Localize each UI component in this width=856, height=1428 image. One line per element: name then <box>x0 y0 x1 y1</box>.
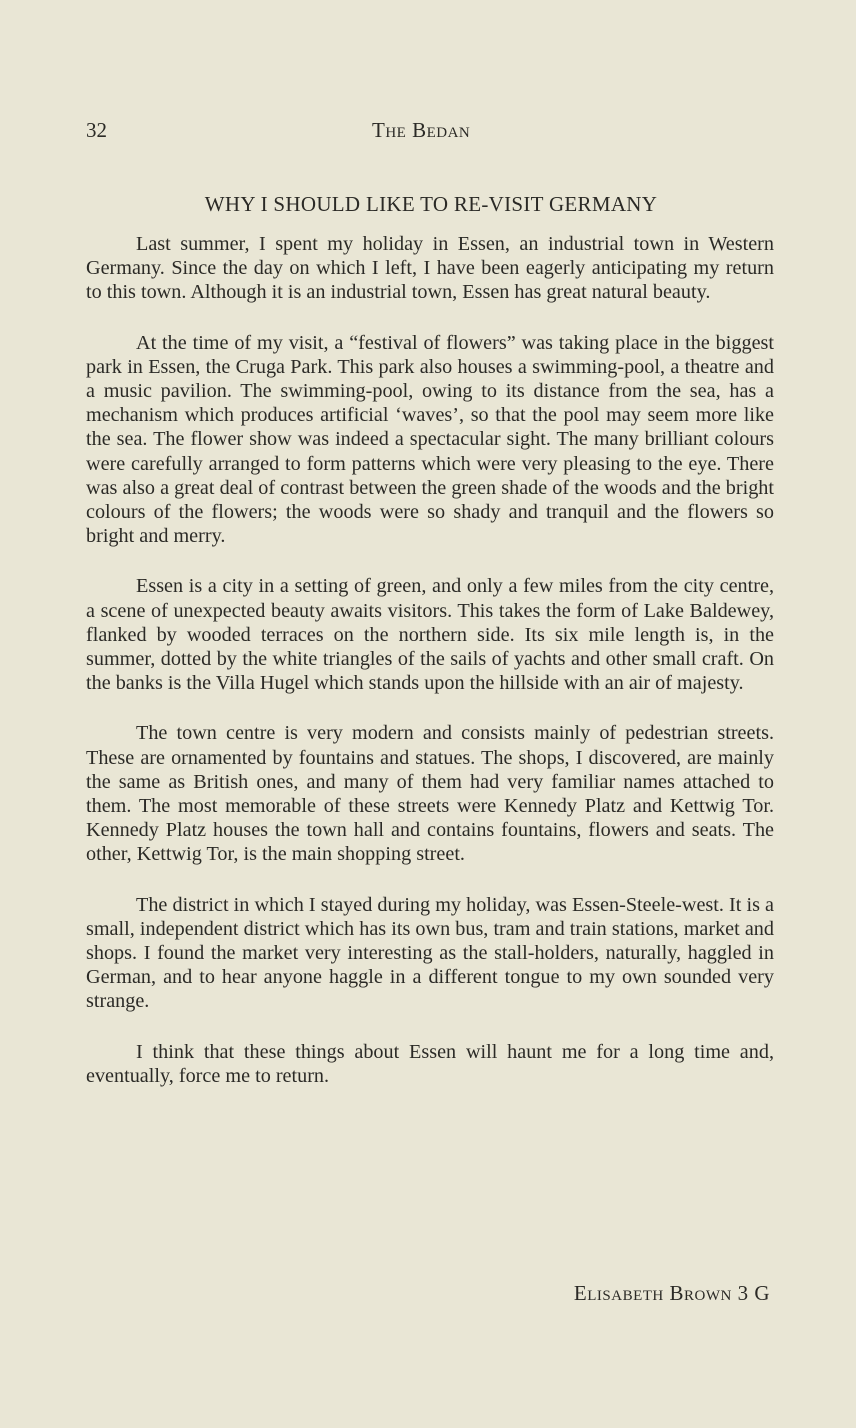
article-body <box>86 232 774 1114</box>
paragraph-6: I think that these things about Essen will haunt me for a long time and, eventually, force me to return. <box>86 1040 774 1087</box>
paragraph-3: Essen is a city in a setting of green, and only a few miles from the city centre, a scene of unexpected beauty awaits visitors. This takes the form of Lake Baldewey, flanked by wooded terraces on the northern side. Its six mile length is, in the summer, dotted by the white triangles of the sails of yachts and other small craft. On the banks is the Villa Hugel which stands upon the hillside with an air of majesty. <box>86 575 774 695</box>
paragraph-5: The district in which I stayed during my holiday, was Essen-Steele-west. It is a small, independent district which has its own bus, tram and train stations, market and shops. I found the market very interesting as the stall-holders, naturally, haggled in German, and to hear anyone haggle in a different tongue to my own sounded very strange. <box>86 893 774 1013</box>
author-signature: Elisabeth Brown 3 G <box>573 1281 770 1305</box>
page-number: 32 <box>86 118 107 142</box>
paragraph-2: At the time of my visit, a “festival of flowers” was taking place in the biggest park in Essen, the Cruga Park. This park also houses a swimming-pool, a theatre and a music pavilion. The swimming-pool, owing to its distance from the sea, has a mechanism which produces artificial ‘waves’, so that the pool may seem more like the sea. The flower show was indeed a spectacular sight. The many brilliant colours were carefully arranged to form patterns which were very pleasing to the eye. There was also a great deal of contrast between the green shade of the woods and the bright colours of the flowers; the woods were so shady and tranquil and the flowers so bright and merry. <box>86 331 774 548</box>
running-head: The Bedan <box>372 118 471 142</box>
paragraph-4: The town centre is very modern and consists mainly of pedestrian streets. These are ornamented by fountains and statues. The shops, I discovered, are mainly the same as British ones, and many of them had very familiar names attached to them. The most memorable of these streets were Kennedy Platz and Kettwig Tor. Kennedy Platz houses the town hall and contains fountains, flowers and seats. The other, Kettwig Tor, is the main shopping street. <box>86 722 774 866</box>
paragraph-1: Last summer, I spent my holiday in Essen, an industrial town in Western Germany. Since the day on which I left, I have been eagerly anticipating my return to this town. Although it is an industrial town, Essen has great natural beauty. <box>86 233 774 304</box>
page-header <box>86 118 776 148</box>
article-title: WHY I SHOULD LIKE TO RE-VISIT GERMANY <box>204 192 658 216</box>
